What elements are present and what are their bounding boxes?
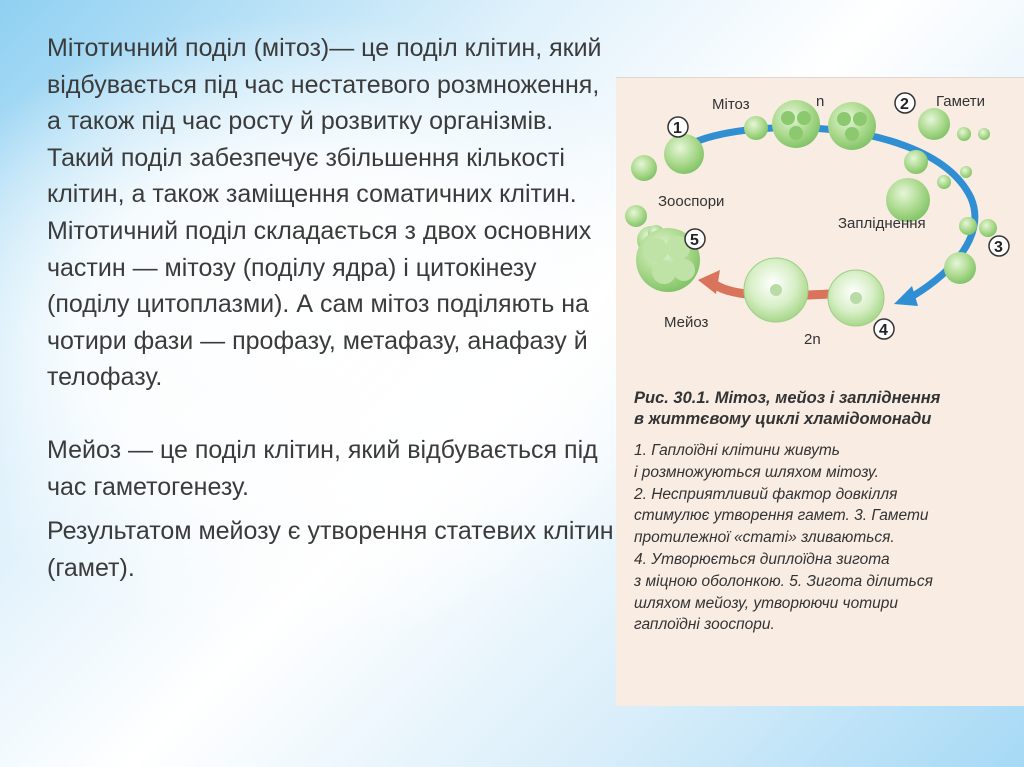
label-n: n — [816, 93, 825, 110]
arrowhead-blue — [894, 286, 918, 306]
svg-text:1: 1 — [673, 120, 682, 137]
caption-body: 1. Гаплоїдні клітини живуть і розмножуються шляхом мітозу. 2. Несприятливий фактор довкілля стимулює утворення гамет. 3. Гамети протилежної «статі» зливаються. 4. Утворюється диплоїдна зигота з міцною оболонкою. 5. Зигота ділиться шляхом мейозу, утворюючи чотири гаплоїдні зооспори. — [634, 442, 933, 634]
life-cycle-diagram — [616, 78, 1024, 378]
step-number-3 — [989, 236, 1009, 256]
caption-title: Рис. 30.1. Мітоз, мейоз і запліднення в життєвому циклі хламідомонади — [634, 389, 941, 428]
step-number-4 — [874, 319, 894, 339]
label-meiosis: Мейоз — [664, 314, 709, 331]
paragraph-mitosis: Мітотичний поділ (мітоз)— це поділ клітин, який відбувається під час нестатевого розмноження, а також під час росту й розвитку організмів. Такий поділ забезпечує збільшення кількості клітин, а також заміщення соматичних клітин. Мітотичний поділ складається з двох основних частин — мітозу (поділу ядра) і цитокінезу (поділу цитоплазми). А сам мітоз поділяють на чотири фази — профазу, метафазу, анафазу й телофазу. — [47, 34, 602, 392]
svg-text:4: 4 — [879, 322, 888, 339]
label-fertilization: Запліднення — [838, 215, 926, 232]
paragraph-meiosis: Мейоз — це поділ клітин, який відбувається під час гаметогенезу. — [47, 435, 598, 501]
label-2n: 2n — [804, 331, 821, 348]
figure-caption — [634, 388, 1019, 636]
step-number-5 — [685, 229, 705, 249]
life-cycle-figure — [616, 77, 1024, 706]
step-number-1 — [668, 117, 688, 137]
svg-text:2: 2 — [900, 96, 909, 113]
step-number-2 — [895, 93, 915, 113]
label-mitosis: Мітоз — [712, 96, 750, 113]
paragraph-meiosis-result: Результатом мейозу є утворення статевих клітин (гамет). — [47, 517, 614, 582]
label-gametes: Гамети — [936, 93, 986, 110]
slide-text — [47, 30, 617, 586]
svg-text:5: 5 — [690, 232, 699, 249]
label-zoospores: Зооспори — [658, 193, 725, 210]
svg-text:3: 3 — [994, 239, 1003, 256]
